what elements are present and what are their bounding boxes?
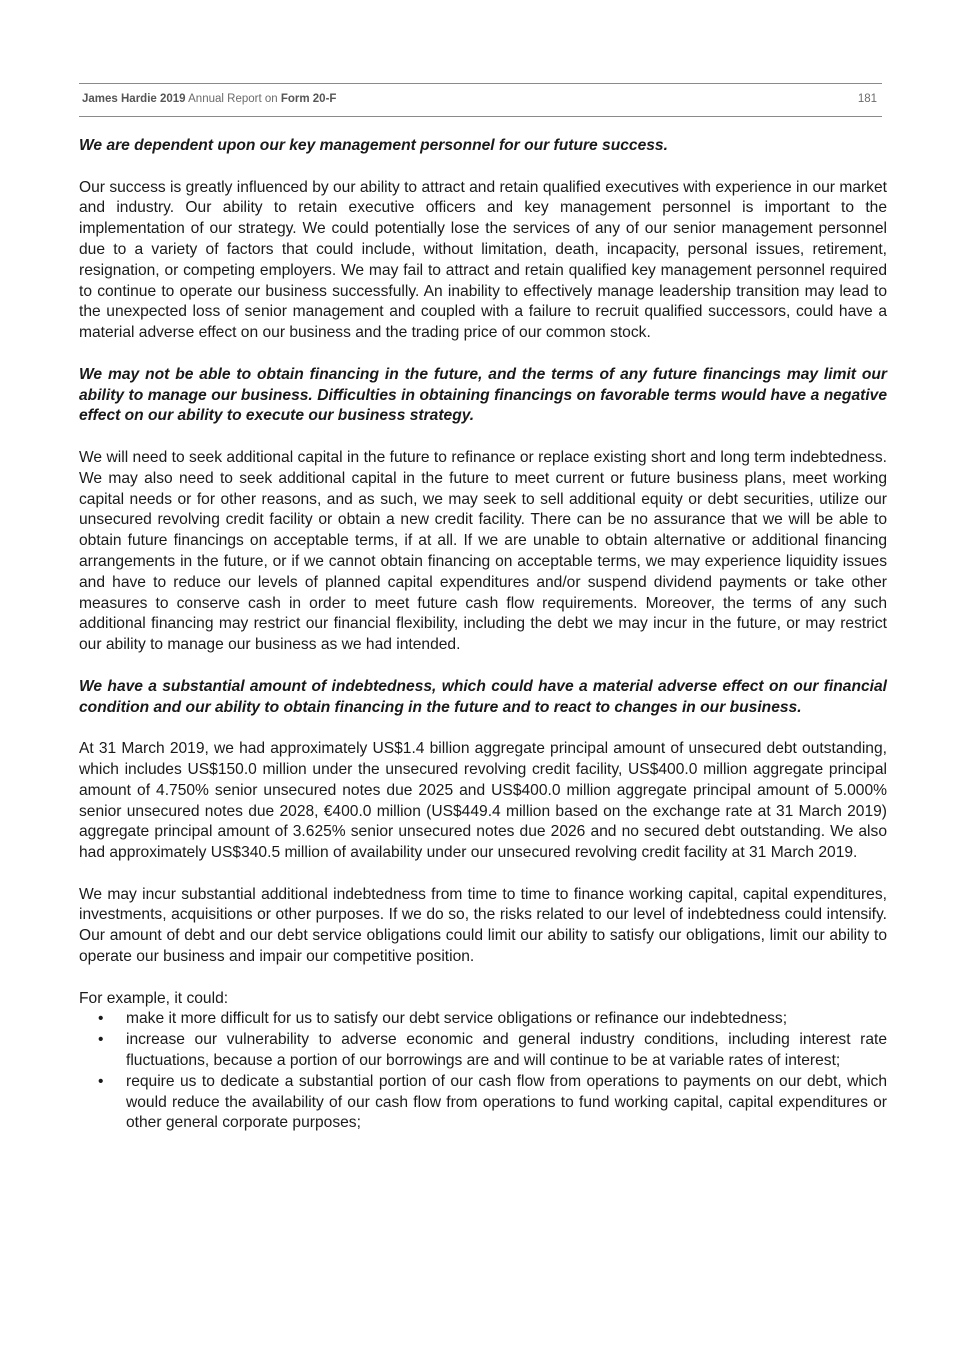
running-title xyxy=(82,93,336,105)
body-paragraph: We will need to seek additional capital in the future to refinance or replace existing short and long term indebtedness. We may also need to seek additional capital in the future to meet current or future business plans, meet working capital needs or for other reasons, and as such, we may seek to sell additional equity or debt securities, utilize our unsecured revolving credit facility or obtain a new credit facility. There can be no assurance that we will be able to obtain future financings on acceptable terms, if at all. If we are unable to obtain alternative or additional financing arrangements in the future, or if we cannot obtain financing on acceptable terms, we may experience liquidity issues and have to reduce our levels of planned capital expenditures and/or suspend dividend payments or take other measures to conserve cash in order to meet future cash flow requirements. Moreover, the terms of any such additional financing may restrict our financial flexibility, including the debt we may incur in the future, or may restrict our ability to manage our business as we had intended. xyxy=(79,448,887,654)
header-bottom-rule xyxy=(79,116,882,117)
bullet-icon: • xyxy=(98,1010,104,1028)
list-item-text: require us to dedicate a substantial portion of our cash flow from operations to payments on our debt, which would reduce the availability of our cash flow from operations to fund working capital, capital expenditures or other general corporate purposes; xyxy=(126,1072,887,1132)
section-key-personnel xyxy=(79,136,887,344)
list-item xyxy=(79,1072,887,1134)
section-heading: We have a substantial amount of indebtedness, which could have a material adverse effect on our financial condition and our ability to obtain financing in the future and to react to changes in our business. xyxy=(79,677,887,716)
form-name: Form 20-F xyxy=(280,93,337,105)
body-paragraph: At 31 March 2019, we had approximately US$1.4 billion aggregate principal amount of unsecured debt outstanding, which includes US$150.0 million under the unsecured revolving credit facility, US$400.0 million aggregate principal amount of 4.750% senior unsecured notes due 2025 and US$400.0 million aggregate principal amount of 5.000% senior unsecured notes due 2028, €400.0 million (US$449.4 million based on the exchange rate at 31 March 2019) aggregate principal amount of 3.625% senior unsecured notes due 2026 and no secured debt outstanding. We also had approximately US$340.5 million of availability under our unsecured revolving credit facility at 31 March 2019. xyxy=(79,740,887,862)
list-lead: For example, it could: xyxy=(79,989,229,1007)
bullet-icon: • xyxy=(98,1072,104,1090)
page-number: 181 xyxy=(857,93,877,105)
list-item-text: increase our vulnerability to adverse economic and general industry conditions, including interest rate fluctuations, because a portion of our borrowings are and will continue to be at variable rates of interest; xyxy=(126,1031,887,1070)
body-paragraph: We may incur substantial additional indebtedness from time to time to finance working capital, capital expenditures, investments, acquisitions or other purposes. If we do so, the risks related to our level of indebtedness could intensify. Our amount of debt and our debt service obligations could limit our ability to satisfy our obligations, limit our ability to operate our business and impair our competitive position. xyxy=(79,885,887,966)
header-top-rule xyxy=(79,83,882,84)
company-name: James Hardie 2019 xyxy=(82,93,186,105)
section-financing xyxy=(79,365,887,656)
bullet-icon: • xyxy=(98,1031,104,1049)
list-item xyxy=(79,1030,887,1072)
list-item-text: make it more difficult for us to satisfy our debt service obligations or refinance our indebtedness; xyxy=(126,1010,788,1028)
list-item xyxy=(79,1009,887,1030)
risk-bullet-list xyxy=(79,1009,887,1134)
section-heading: We may not be able to obtain financing in the future, and the terms of any future financings may limit our ability to manage our business. Difficulties in obtaining financings on favorable terms would have a negative effect on our ability to execute our business strategy. xyxy=(79,365,887,425)
page-header xyxy=(82,93,877,105)
body-paragraph: Our success is greatly influenced by our ability to attract and retain qualified executives with experience in our market and industry. Our ability to retain executive officers and key management personnel is important to the implementation of our strategy. We could potentially lose the services of any of our senior management personnel due to a variety of factors that could include, without limitation, death, incapacity, personal issues, retirement, resignation, or competing employers. We may fail to attract and retain qualified key management personnel required to continue to operate our business successfully. An inability to effectively manage leadership transition may lead to the unexpected loss of senior management and coupled with a failure to recruit qualified successors, could have a material adverse effect on our business and the trading price of our common stock. xyxy=(79,178,887,342)
report-type: Annual Report on xyxy=(185,93,281,105)
section-heading: We are dependent upon our key management personnel for our future success. xyxy=(79,137,668,154)
section-indebtedness xyxy=(79,677,887,1135)
page-body xyxy=(79,136,887,1134)
